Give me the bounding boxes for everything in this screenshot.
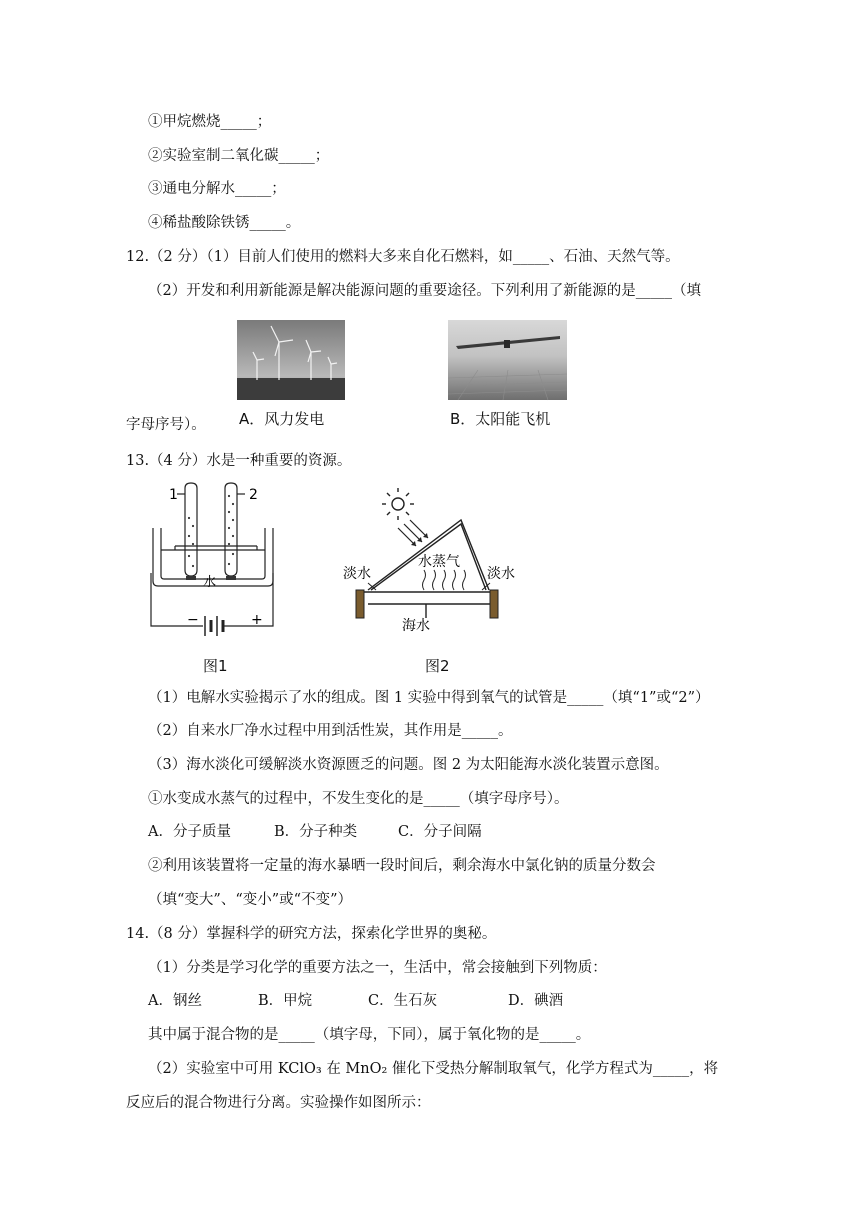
tube-label-2: 2 <box>249 487 258 503</box>
q14-title: 14.（8 分）掌握科学的研究方法，探索化学世界的奥秘。 <box>126 926 497 942</box>
q12-line-3: 字母序号）。 <box>126 417 206 433</box>
q12-line-2: （2）开发和利用新能源是解决能源问题的重要途径。下列利用了新能源的是_____（填 <box>148 283 701 299</box>
figure-2-caption: 图2 <box>425 657 450 675</box>
water-label: 水 <box>203 575 217 590</box>
caption-wind-power: A．风力发电 <box>239 410 325 428</box>
q13-para-3: （3）海水淡化可缓解淡水资源匮乏的问题。图 2 为太阳能海水淡化装置示意图。 <box>148 757 669 773</box>
negative-terminal: − <box>187 612 199 628</box>
q14-option-b: B．甲烷 <box>258 993 313 1009</box>
q13-option-a: A．分子质量 <box>148 824 231 840</box>
desalination-figure <box>340 478 515 638</box>
q14-para-2: 其中属于混合物的是_____（填字母，下同），属于氧化物的是_____。 <box>148 1027 591 1043</box>
q13-para-5: ②利用该装置将一定量的海水暴晒一段时间后，剩余海水中氯化钠的质量分数会 <box>148 858 656 874</box>
positive-terminal: + <box>251 612 263 628</box>
q13-title: 13.（4 分）水是一种重要的资源。 <box>126 453 352 469</box>
q12-line-1: 12.（2 分）（1）目前人们使用的燃料大多来自化石燃料，如_____、石油、天然气等。 <box>126 249 680 265</box>
q14-option-d: D．碘酒 <box>508 993 564 1009</box>
seawater-label: 海水 <box>402 618 430 634</box>
q14-option-c: C．生石灰 <box>368 993 438 1009</box>
q13-option-b: B．分子种类 <box>274 824 358 840</box>
q13-para-6: （填“变大”、“变小”或“不变”） <box>148 892 352 908</box>
q13-para-1: （1）电解水实验揭示了水的组成。图 1 实验中得到氧气的试管是_____（填“1”或“2”） <box>148 690 710 706</box>
q13-option-c: C．分子间隔 <box>398 824 482 840</box>
wind-power-photo <box>237 320 345 400</box>
q14-para-3: （2）实验室中可用 KClO₃ 在 MnO₂ 催化下受热分解制取氧气，化学方程式为_____，将 <box>148 1061 719 1077</box>
tube-label-1: 1 <box>169 487 178 503</box>
q11-item-3: ③通电分解水_____； <box>148 181 286 197</box>
vapor-label: 水蒸气 <box>418 554 460 570</box>
q14-para-1: （1）分类是学习化学的重要方法之一，生活中，常会接触到下列物质： <box>148 960 607 976</box>
caption-solar-plane: B．太阳能飞机 <box>450 410 551 428</box>
q11-item-2: ②实验室制二氧化碳_____； <box>148 148 330 164</box>
q11-item-1: ①甲烷燃烧_____； <box>148 114 272 130</box>
fresh-water-left: 淡水 <box>343 566 371 582</box>
q14-para-4: 反应后的混合物进行分离。实验操作如图所示： <box>126 1095 431 1111</box>
q14-option-a: A．钢丝 <box>148 993 202 1009</box>
solar-plane-photo <box>448 320 567 400</box>
figure-1-caption: 图1 <box>203 657 228 675</box>
electrolysis-figure <box>145 478 280 653</box>
q13-para-2: （2）自来水厂净水过程中用到活性炭，其作用是_____。 <box>148 723 513 739</box>
q13-para-4: ①水变成水蒸气的过程中，不发生变化的是_____（填字母序号）。 <box>148 791 569 807</box>
q11-item-4: ④稀盐酸除铁锈_____。 <box>148 215 301 231</box>
fresh-water-right: 淡水 <box>487 566 515 582</box>
